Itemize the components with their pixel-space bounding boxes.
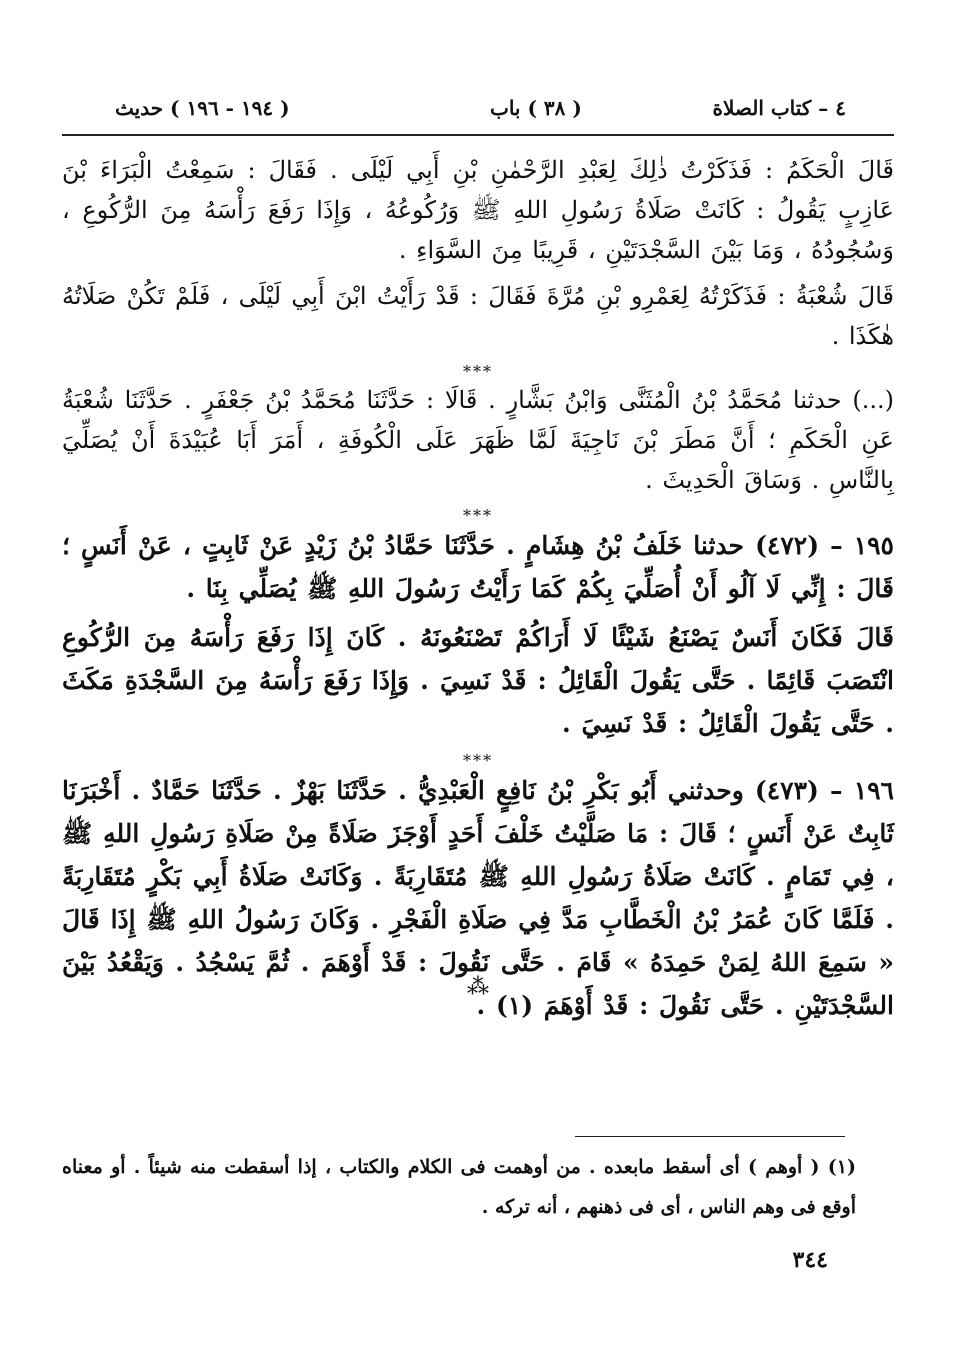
main-text <box>62 150 894 1033</box>
footnote: (١) ( أوهم ) أى أسقط مابعده . من أوهمت فى الكلام والكتاب ، إذا أسقطت منه شيئاً . أو معناه أوقع فى وهم الناس ، أى فى ذهنهم ، أنه تركه . <box>62 1156 857 1218</box>
running-header <box>100 96 856 130</box>
header-chapter: ( ٣٨ ) باب <box>490 96 582 120</box>
section-separator: *** <box>463 362 493 381</box>
hadith-196: ١٩٦ – (٤٧٣) وحدثني أَبُو بَكْرِ بْنُ نَافِعٍ الْعَبْدِيُّ . حَدَّثَنَا بَهْزٌ . حَدَّثَنَا حَمَّادٌ . أَخْبَرَنَا ثَابِتٌ عَنْ أَنَسٍ ؛ قَالَ : مَا صَلَّيْتُ خَلْفَ أَحَدٍ أَوْجَزَ صَلَاةً مِنْ صَلَاةِ رَسُولِ اللهِ ﷺ ، فِي تَمَامٍ . كَانَتْ صَلَاةُ رَسُولِ اللهِ ﷺ مُتَقَارِبَةً . وَكَانَتْ صَلَاةُ أَبِي بَكْرٍ مُتَقَارِبَةً . فَلَمَّا كَانَ عُمَرُ بْنُ الْخَطَّابِ مَدَّ فِي صَلَاةِ الْفَجْرِ . وَكَانَ رَسُولُ اللهِ ﷺ إِذَا قَالَ « سَمِعَ اللهُ لِمَنْ حَمِدَهُ » قَامَ . حَتَّى نَقُولَ : قَدْ أَوْهَمَ . ثُمَّ يَسْجُدُ . وَيَقْعُدُ بَيْنَ السَّجْدَتَيْنِ . حَتَّى نَقُولَ : قَدْ أَوْهَمَ (١) . <box>62 776 894 1020</box>
end-ornament: ⁂ <box>467 975 489 1000</box>
paragraph-1: قَالَ الْحَكَمُ : فَذَكَرْتُ ذٰلِكَ لِعَبْدِ الرَّحْمٰنِ بْنِ أَبِي لَيْلَى . فَقَالَ : سَمِعْتُ الْبَرَاءَ بْنَ عَازِبٍ يَقُولُ : كَانَتْ صَلَاةُ رَسُولِ اللهِ ﷺ وَرُكُوعُهُ ، وَإِذَا رَفَعَ رَأْسَهُ مِنَ الرُّكُوعِ ، وَسُجُودُهُ ، وَمَا بَيْنَ السَّجْدَتَيْنِ ، قَرِيبًا مِنَ السَّوَاءِ . <box>62 156 894 264</box>
section-separator: *** <box>463 751 493 770</box>
page-number: ٣٤٤ <box>792 1247 828 1273</box>
section-separator: *** <box>463 506 493 525</box>
hadith-195: ١٩٥ – (٤٧٢) حدثنا خَلَفُ بْنُ هِشَامٍ . حَدَّثَنَا حَمَّادُ بْنُ زَيْدٍ عَنْ ثَابِتٍ ، عَنْ أَنَسٍ ؛ قَالَ : إِنِّي لَا آلُو أَنْ أُصَلِّيَ بِكُمْ كَمَا رَأَيْتُ رَسُولَ اللهِ ﷺ يُصَلِّي بِنَا . <box>62 531 894 603</box>
paragraph-5: قَالَ فَكَانَ أَنَسٌ يَصْنَعُ شَيْئًا لَا أَرَاكُمْ تَصْنَعُونَهُ . كَانَ إِذَا رَفَعَ رَأْسَهُ مِنَ الرُّكُوعِ انْتَصَبَ قَائِمًا . حَتَّى يَقُولَ الْقَائِلُ : قَدْ نَسِيَ . وَإِذَا رَفَعَ رَأْسَهُ مِنَ السَّجْدَةِ مَكَثَ . حَتَّى يَقُولَ الْقَائِلُ : قَدْ نَسِيَ . <box>62 623 894 738</box>
paragraph-2: قَالَ شُعْبَةُ : فَذَكَرْتُهُ لِعَمْرِو بْنِ مُرَّةَ فَقَالَ : قَدْ رَأَيْتُ ابْنَ أَبِي لَيْلَى ، فَلَمْ تَكُنْ صَلَاتُهُ هٰكَذَا . <box>62 282 894 350</box>
paragraph-3: (...) حدثنا مُحَمَّدُ بْنُ الْمُثَنَّى وَابْنُ بَشَّارٍ . قَالَا : حَدَّثَنَا مُحَمَّدُ بْنُ جَعْفَرٍ . حَدَّثَنَا شُعْبَةُ عَنِ الْحَكَمِ ؛ أَنَّ مَطَرَ بْنَ نَاجِيَةَ لَمَّا ظَهَرَ عَلَى الْكُوفَةِ ، أَمَرَ أَبَا عُبَيْدَةَ أَنْ يُصَلِّيَ بِالنَّاسِ . وَسَاقَ الْحَدِيثَ . <box>62 386 894 494</box>
header-rule <box>62 134 894 136</box>
header-book-title: ٤ – كتاب الصلاة <box>712 96 846 120</box>
header-hadith-range: ( ١٩٤ - ١٩٦ ) حديث <box>115 96 290 120</box>
footnote-rule <box>575 1136 845 1137</box>
